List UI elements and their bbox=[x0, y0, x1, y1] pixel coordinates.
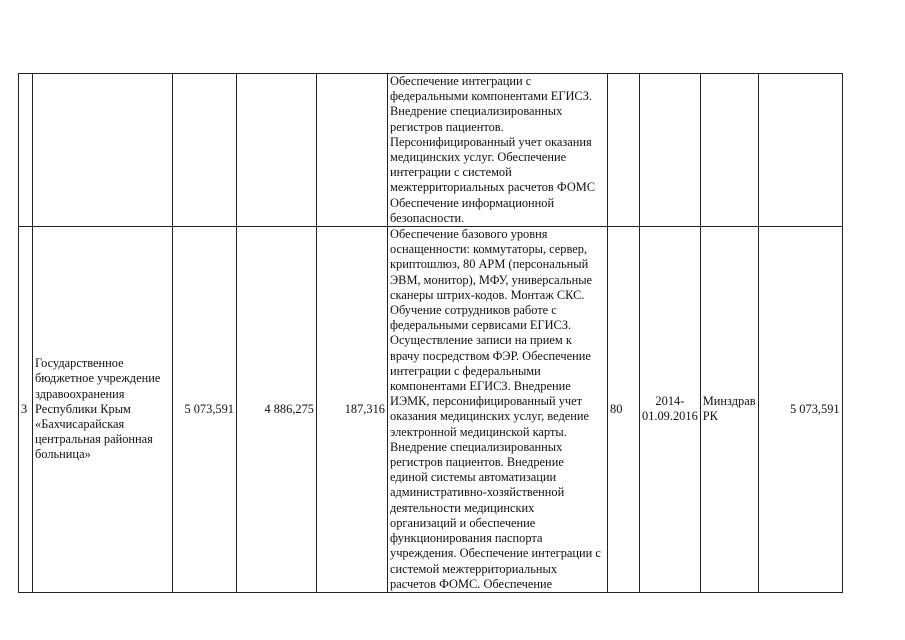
regional-amount bbox=[317, 74, 388, 227]
institution-name bbox=[33, 74, 173, 227]
institution-name: Государственное бюджетное учреждение здравоохранения Республики Крым «Бахчисарайская центральная районная больница» bbox=[33, 227, 173, 593]
total-amount bbox=[173, 74, 237, 227]
quantity bbox=[608, 74, 640, 227]
responsible-body bbox=[700, 74, 758, 227]
row-number bbox=[19, 74, 33, 227]
dates bbox=[640, 74, 701, 227]
work-description: Обеспечение базового уровня оснащенности: коммутаторы, сервер, криптошлюз, 80 АРМ (персональный ЭВМ, монитор), МФУ, универсальные сканеры штрих-кодов. Монтаж СКС. Обучение сотрудников работе с федеральными сервисами ЕГИСЗ. Осуществление записи на прием к врачу посредством ФЭР. Обеспечение интеграции с федеральными компонентами ЕГИСЗ. Внедрение ИЭМК, персонифицированный учет оказания медицинских услуг, ведение электронной медицинской карты. Внедрение специализированных регистров пациентов. Внедрение единой системы автоматизации административно-хозяйственной деятельности медицинских организаций и обеспечение функционирования паспорта учреждения. Обеспечение интеграции с системой межтерриториальных расчетов ФОМС. Обеспечение bbox=[388, 227, 608, 593]
quantity: 80 bbox=[608, 227, 640, 593]
table-row bbox=[19, 227, 843, 593]
total-amount: 5 073,591 bbox=[173, 227, 237, 593]
federal-amount bbox=[237, 74, 317, 227]
table-row bbox=[19, 74, 843, 227]
regional-amount: 187,316 bbox=[317, 227, 388, 593]
federal-amount: 4 886,275 bbox=[237, 227, 317, 593]
row-number: 3 bbox=[19, 227, 33, 593]
dates: 2014- 01.09.2016 bbox=[640, 227, 701, 593]
sum-amount: 5 073,591 bbox=[758, 227, 842, 593]
responsible-body: Минздрав РК bbox=[700, 227, 758, 593]
work-description: Обеспечение интеграции с федеральными компонентами ЕГИСЗ. Внедрение специализированных регистров пациентов. Персонифицированный учет оказания медицинских услуг. Обеспечение интеграции с системой межтерриториальных расчетов ФОМС Обеспечение информационной безопасности. bbox=[388, 74, 608, 227]
sum-amount bbox=[758, 74, 842, 227]
funding-table bbox=[18, 73, 843, 593]
